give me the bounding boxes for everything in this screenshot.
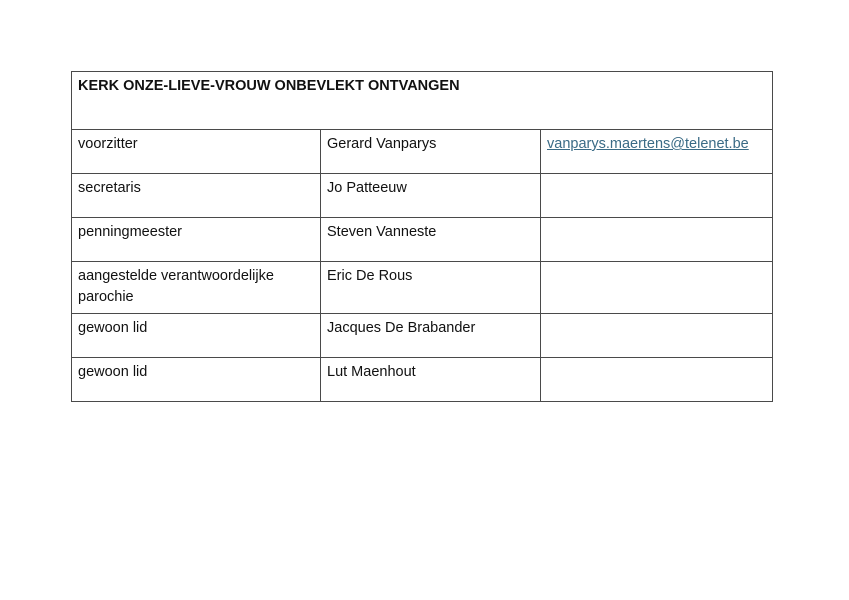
- email-cell: [541, 130, 773, 174]
- role-cell: gewoon lid: [72, 314, 321, 358]
- email-cell: [541, 262, 773, 314]
- role-cell: voorzitter: [72, 130, 321, 174]
- name-cell: Eric De Rous: [321, 262, 541, 314]
- table-row: [72, 358, 773, 402]
- role-cell: gewoon lid: [72, 358, 321, 402]
- table-row: [72, 218, 773, 262]
- name-cell: Lut Maenhout: [321, 358, 541, 402]
- table-title: KERK ONZE-LIEVE-VROUW ONBEVLEKT ONTVANGEN: [72, 72, 773, 130]
- name-cell: Gerard Vanparys: [321, 130, 541, 174]
- title-row: [72, 72, 773, 130]
- name-cell: Jo Patteeuw: [321, 174, 541, 218]
- name-cell: Steven Vanneste: [321, 218, 541, 262]
- email-cell: [541, 358, 773, 402]
- email-cell: [541, 314, 773, 358]
- role-cell: secretaris: [72, 174, 321, 218]
- email-cell: [541, 218, 773, 262]
- role-cell: penningmeester: [72, 218, 321, 262]
- table-row: [72, 262, 773, 314]
- table-row: [72, 130, 773, 174]
- table-row: [72, 314, 773, 358]
- name-cell: Jacques De Brabander: [321, 314, 541, 358]
- board-table: [71, 71, 773, 402]
- role-cell: aangestelde verantwoordelijke parochie: [72, 262, 321, 314]
- table-row: [72, 174, 773, 218]
- email-cell: [541, 174, 773, 218]
- email-link[interactable]: vanparys.maertens@telenet.be: [547, 136, 749, 152]
